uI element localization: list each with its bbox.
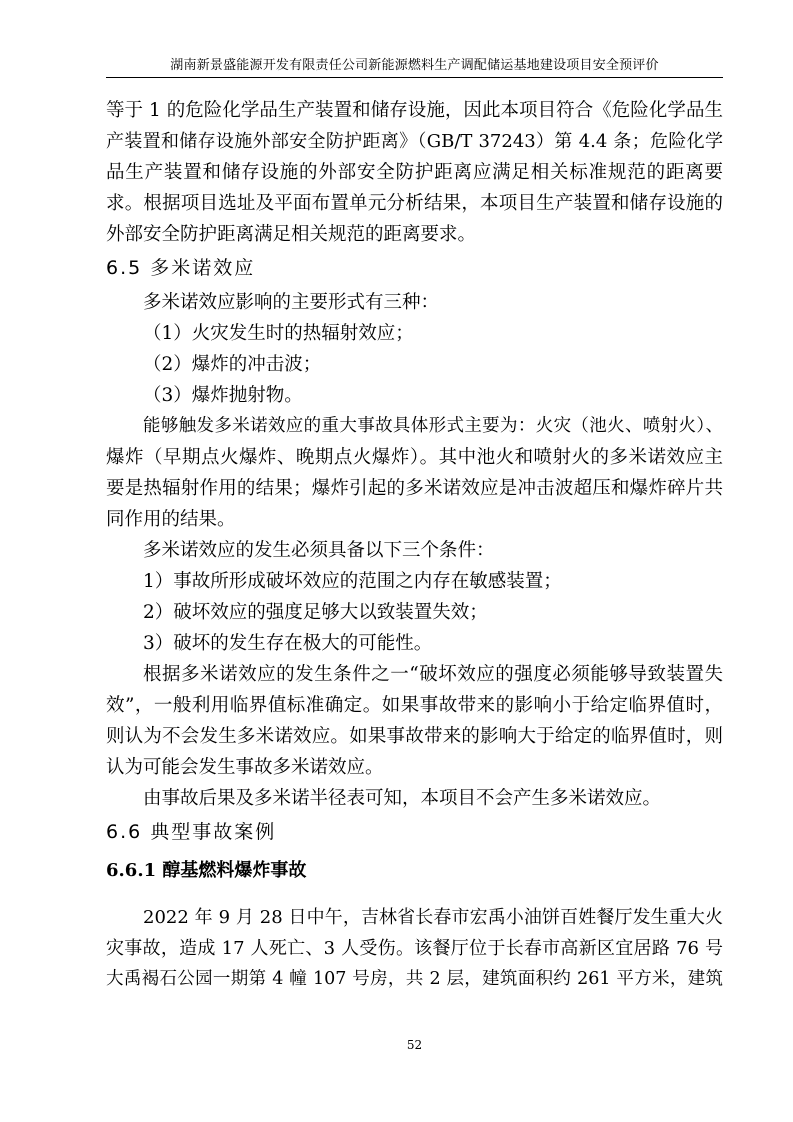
text-line: 认为可能会发生事故多米诺效应。 [106,757,384,778]
page-body [106,95,723,995]
domino-conclusion: 由事故后果及多米诺半径表可知，本项目不会产生多米诺效应。 [143,788,662,809]
text-line: 2022 年 9 月 28 日中午，吉林省长春市宏禹小油饼百姓餐厅发生重大火 [143,907,723,928]
text-line: 则认为不会发生多米诺效应。如果事故带来的影响大于给定的临界值时，则 [106,726,723,747]
paragraph-critical-criteria [106,659,723,783]
domino-form-item: （3）爆炸抛射物。 [143,385,303,406]
text-line: 同作用的结果。 [106,509,236,530]
text-line: 爆炸（早期点火爆炸、晚期点火爆炸）。其中池火和喷射火的多米诺效应主 [106,447,723,468]
page-number: 52 [406,1038,423,1052]
domino-form-item: （1）火灾发生时的热辐射效应； [143,323,414,344]
text-line: 大禹褐石公园一期第 4 幢 107 号房，共 2 层，建筑面积约 261 平方米，建筑 [106,969,723,989]
domino-condition-item: 3）破坏的发生存在极大的可能性。 [143,633,433,654]
text-line: 灾事故，造成 17 人死亡、3 人受伤。该餐厅位于长春市高新区宜居路 76 号 [106,938,723,959]
running-header: 湖南新景盛能源开发有限责任公司新能源燃料生产调配储运基地建设项目安全预评价 [170,58,659,73]
text-line: 求。根据项目选址及平面布置单元分析结果，本项目生产装置和储存设施的 [106,193,723,214]
header-divider [106,77,723,78]
text-line: 效”，一般利用临界值标准确定。如果事故带来的影响小于给定临界值时， [106,695,723,716]
text-line: 品生产装置和储存设施的外部安全防护距离应满足相关标准规范的距离要 [106,162,723,183]
paragraph-external-distance [106,95,723,250]
domino-condition-item: 2）破坏效应的强度足够大以致装置失效； [143,602,488,623]
subsection-heading-6-6-1: 6.6.1 醇基燃料爆炸事故 [106,860,307,881]
domino-conditions-intro: 多米诺效应的发生必须具备以下三个条件： [143,540,495,561]
spacer [106,891,723,902]
domino-forms-intro: 多米诺效应影响的主要形式有三种： [143,292,440,313]
section-heading-6-6: 6.6 典型事故案例 [106,821,277,843]
text-line: 等于 1 的危险化学品生产装置和储存设施，因此本项目符合《危险化学品生 [106,100,723,121]
text-line: 要是热辐射作用的结果；爆炸引起的多米诺效应是冲击波超压和爆炸碎片共 [106,478,723,499]
paragraph-trigger-events [106,411,723,535]
text-line: 外部安全防护距离满足相关规范的距离要求。 [106,224,477,245]
paragraph-accident-case [106,902,723,995]
text-line: 根据多米诺效应的发生条件之一“破坏效应的强度必须能够导致装置失 [143,664,723,685]
text-line: 能够触发多米诺效应的重大事故具体形式主要为：火灾（池火、喷射火）、 [143,416,723,436]
domino-condition-item: 1）事故所形成破坏效应的范围之内存在敏感装置； [143,571,562,592]
domino-form-item: （2）爆炸的冲击波； [143,354,322,375]
text-line: 产装置和储存设施外部安全防护距离》（GB/T 37243）第 4.4 条；危险化学 [106,131,723,152]
section-heading-6-5: 6.5 多米诺效应 [106,257,256,279]
